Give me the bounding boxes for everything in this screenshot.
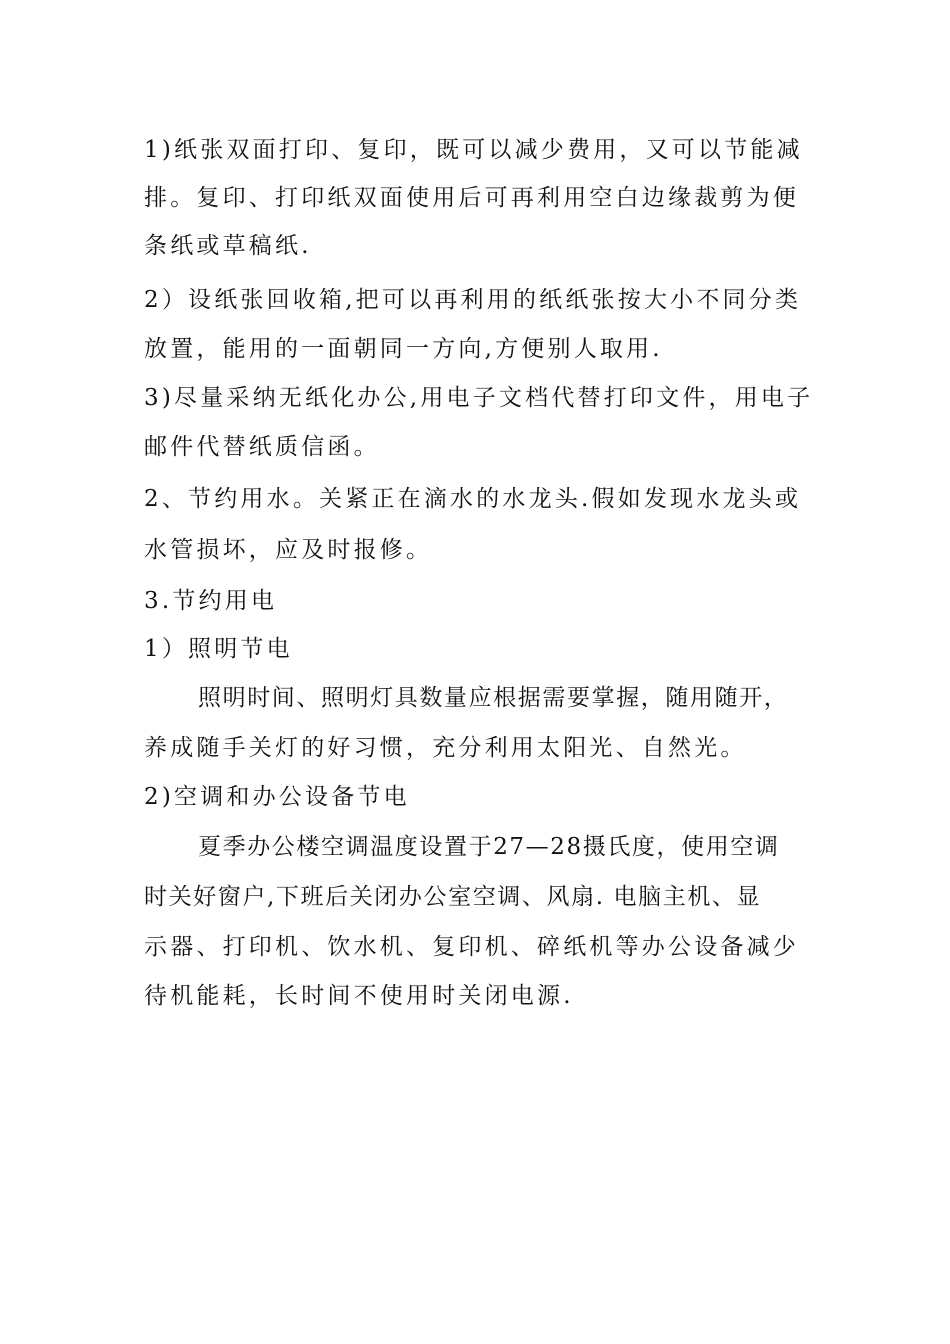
paragraph-line-recycle-1: 2）设纸张回收箱,把可以再利用的纸纸张按大小不同分类 <box>144 287 802 313</box>
paragraph-line-lighting-2: 养成随手关灯的好习惯，充分利用太阳光、自然光。 <box>144 735 747 761</box>
paragraph-line-paper-1: 1)纸张双面打印、复印，既可以减少费用，又可以节能减 <box>144 137 803 163</box>
paragraph-line-paper-2: 排。复印、打印纸双面使用后可再利用空白边缘裁剪为便 <box>144 185 799 211</box>
paragraph-line-ac-4: 待机能耗，长时间不使用时关闭电源. <box>144 983 574 1009</box>
paragraph-line-ac-1: 夏季办公楼空调温度设置于27—28摄氏度，使用空调 <box>198 834 780 860</box>
section-heading-electricity: 3.节约用电 <box>144 588 278 614</box>
subsection-heading-lighting: 1）照明节电 <box>144 636 293 662</box>
paragraph-line-water-2: 水管损坏，应及时报修。 <box>144 537 433 563</box>
paragraph-line-paperless-1: 3)尽量采纳无纸化办公,用电子文档代替打印文件，用电子 <box>144 385 814 411</box>
paragraph-line-ac-2: 时关好窗户,下班后关闭办公室空调、风扇. 电脑主机、显 <box>144 884 762 910</box>
paragraph-line-paperless-2: 邮件代替纸质信函。 <box>144 434 380 460</box>
paragraph-line-water-1: 2、节约用水。关紧正在滴水的水龙头.假如发现水龙头或 <box>144 486 802 512</box>
paragraph-line-paper-3: 条纸或草稿纸. <box>144 233 312 259</box>
subsection-heading-ac: 2)空调和办公设备节电 <box>144 784 410 810</box>
paragraph-line-recycle-2: 放置，能用的一面朝同一方向,方便别人取用. <box>144 336 663 362</box>
paragraph-line-ac-3: 示器、打印机、饮水机、复印机、碎纸机等办公设备减少 <box>144 934 799 960</box>
paragraph-line-lighting-1: 照明时间、照明灯具数量应根据需要掌握，随用随开， <box>198 685 789 711</box>
